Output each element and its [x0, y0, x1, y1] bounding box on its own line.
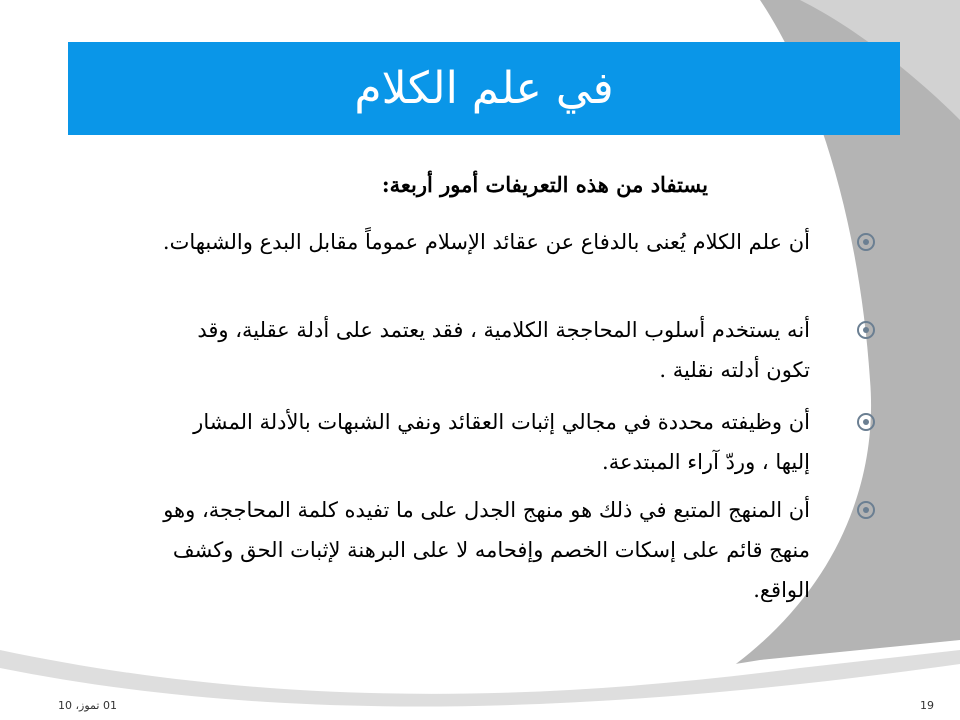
bullet-item: أنه يستخدم أسلوب المحاججة الكلامية ، فقد يعتمد على أدلة عقلية، وقد تكون أدلته نقلية .: [197, 318, 810, 382]
bullet-item: أن المنهج المتبع في ذلك هو منهج الجدل على ما تفيده كلمة المحاججة، وهو منهج قائم على إسكات الخصم وإفحامه لا على البرهنة لإثبات الحق وكشف الواقع.: [163, 498, 810, 602]
bullet-item: أن وظيفته محددة في مجالي إثبات العقائد ونفي الشبهات بالأدلة المشار إليها ، وردّ آراء المبتدعة.: [193, 410, 810, 474]
slide-number: 19: [920, 699, 934, 712]
bullet-item: أن علم الكلام يُعنى بالدفاع عن عقائد الإسلام عموماً مقابل البدع والشبهات.: [162, 230, 810, 254]
circle-dot-icon: [857, 413, 875, 431]
circle-dot-icon: [857, 233, 875, 251]
title-bar: [68, 42, 900, 135]
circle-dot-icon: [857, 501, 875, 519]
circle-dot-icon: [857, 321, 875, 339]
footer-date: 01 تموز، 10: [58, 699, 117, 712]
slide-subtitle: يستفاد من هذه التعريفات أمور أربعة:: [381, 172, 708, 197]
slide-title: في علم الكلام: [354, 63, 614, 114]
